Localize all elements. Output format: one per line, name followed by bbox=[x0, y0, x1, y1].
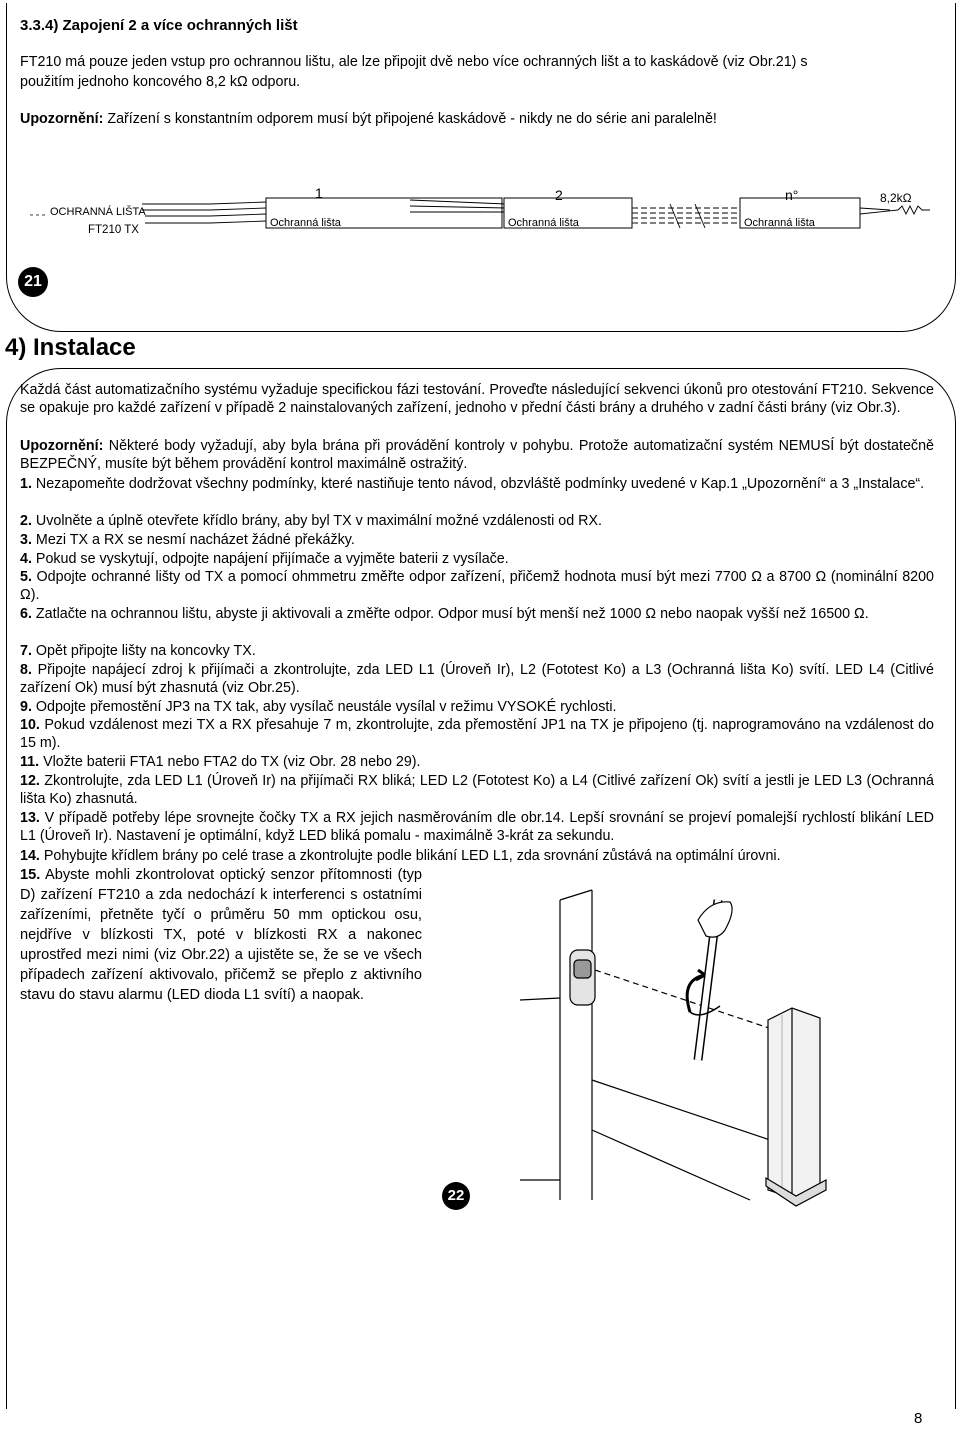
svg-text:Ochranná lišta: Ochranná lišta bbox=[744, 217, 815, 229]
section-title: 3.3.4) Zapojení 2 a více ochranných lišt bbox=[20, 17, 298, 34]
svg-text:Ochranná lišta: Ochranná lišta bbox=[508, 217, 579, 229]
cable-1 bbox=[142, 202, 266, 223]
body-step-5: 5. Odpojte ochranné lišty od TX a pomocí ohmmetru změřte odpor zařízení, přičemž hodnota musí být mezi 7700 Ω a 8700 Ω (nominální 8200 Ω). bbox=[20, 569, 934, 604]
cable-dashed bbox=[632, 204, 738, 228]
body-step-12: 12. Zkontrolujte, zda LED L1 (Úroveň Ir) na přijímači RX bliká; LED L2 (Fototest Ko) a L4 (Citlivé zařízení Ok) svítí a jestli je LED L3 (Ochranná lišta Ko) zhasnutá. bbox=[20, 773, 934, 808]
svg-text:Ochranná lišta: Ochranná lišta bbox=[270, 217, 341, 229]
body-step-6: 6. Zatlačte na ochrannou lištu, abyste ji aktivovali a změřte odpor. Odpor musí být menší než 1000 Ω nebo naopak vyšší než 16500 Ω. bbox=[20, 606, 869, 622]
svg-text:1: 1 bbox=[315, 185, 323, 201]
body-step-1: 1. Nezapomeňte dodržovat všechny podmínky, které nastiňuje tento návod, obzvláště podmínky uvedené v Kap.1 „Upozornění“ a 3 „Instalace“. bbox=[20, 476, 925, 492]
body-step-13: 13. V případě potřeby lépe srovnejte čočky TX a RX jejich nasměrováním dle obr.14. Lepší srovnání se projeví pomalejší rychlostí blikání LED L1 (Úroveň Ir). Nastavení je optimální, když LED bliká pomalu - maximálně 3-krát za sekundu. bbox=[20, 810, 934, 845]
svg-text:n°: n° bbox=[785, 187, 799, 203]
body-step-7: 7. Opět připojte lišty na koncovky TX. bbox=[20, 643, 256, 659]
figure-21-badge: 21 bbox=[18, 267, 48, 297]
figure-22-illustration bbox=[520, 880, 880, 1220]
intro-line-2: použitím jednoho koncového 8,2 kΩ odporu. bbox=[20, 74, 301, 90]
body-step-8: 8. Připojte napájecí zdroj k přijímači a zkontrolujte, zda LED L1 (Úroveň Ir), L2 (Fototest Ko) a L3 (Ochranná lišta Ko) svítí. LED L4 (Citlivé zařízení Ok) musí být zhasnutá (viz Obr.25). bbox=[20, 662, 934, 697]
figure-22-badge: 22 bbox=[442, 1182, 470, 1210]
body-step-11: 11. Vložte baterii FTA1 nebo FTA2 do TX (viz Obr. 28 nebo 29). bbox=[20, 754, 421, 770]
body-step-4: 4. Pokud se vyskytují, odpojte napájení přijímače a vyjměte baterii z vysílače. bbox=[20, 551, 509, 567]
resistor-label: 8,2kΩ bbox=[880, 191, 912, 205]
warning-1-label: Upozornění: bbox=[20, 111, 104, 127]
warning-1-text: Zařízení s konstantním odporem musí být připojené kaskádově - nikdy ne do série ani paralelně! bbox=[103, 111, 717, 127]
page-number: 8 bbox=[914, 1410, 923, 1427]
safety-edge-2 bbox=[504, 187, 632, 229]
body-step-9: 9. Odpojte přemostění JP3 na TX tak, aby vysílač neustále vysílal v režimu VYSOKÉ rychlosti. bbox=[20, 699, 617, 715]
body-step-10: 10. Pokud vzdálenost mezi TX a RX přesahuje 7 m, zkontrolujte, zda přemostění JP1 na TX je připojeno (tj. naprogramováno na vzdálenost do 15 m). bbox=[20, 717, 934, 752]
body-para-0: Každá část automatizačního systému vyžaduje specifickou fázi testování. Proveďte následující sekvenci úkonů pro otestování FT210. Sekvence se opakuje pro každé zařízení v případě 2 nainstalovaných zařízení, jednoho v přední části brány a druhého v zadní části brány (viz Obr.3). bbox=[20, 382, 934, 417]
body-step-3: 3. Mezi TX a RX se nesmí nacházet žádné překážky. bbox=[20, 532, 355, 548]
safety-edge-diagram bbox=[30, 180, 930, 250]
svg-text:2: 2 bbox=[555, 187, 563, 203]
warning-1 bbox=[20, 110, 717, 129]
resistor-cable bbox=[860, 206, 930, 214]
body-warning: Upozornění: Některé body vyžadují, aby byla brána při provádění kontroly v pohybu. Protože automatizační systém NEMUSÍ být dostatečně BEZPEČNÝ, musíte být během provádění kontrol maximálně ostražitý. bbox=[20, 438, 934, 473]
body-step-15: 15. Abyste mohli zkontrolovat optický senzor přítomnosti (typ D) zařízení FT210 a zda nedochází k interferenci s ostatními zařízeními, přetněte tyčí o průměru 50 mm optickou osu, nejdříve v blízkosti TX, poté v blízkosti RX a nakonec uprostřed mezi nimi (viz Obr.22) a ujistěte se, že se ve všech případech zařízení aktivovalo, přičemž se přeplo z aktivního stavu do stavu alarmu (LED dioda L1 svítí) a naopak. bbox=[20, 867, 422, 1003]
body-step-2: 2. Uvolněte a úplně otevřete křídlo brány, aby byl TX v maximální možné vzdálenosti od RX. bbox=[20, 513, 602, 529]
safety-edge-n bbox=[740, 187, 860, 229]
diagram-label-top: OCHRANNÁ LIŠTA bbox=[50, 206, 146, 218]
intro-line-1: FT210 má pouze jeden vstup pro ochrannou lištu, ale lze připojit dvě nebo více ochranných lišt a to kaskádově (viz Obr.21) s bbox=[20, 54, 808, 70]
diagram-label-bottom: FT210 TX bbox=[88, 224, 139, 236]
body-step-14: 14. Pohybujte křídlem brány po celé trase a zkontrolujte podle blikání LED L1, zda srovnání zůstává na optimální úrovni. bbox=[20, 848, 781, 864]
installation-heading: 4) Instalace bbox=[5, 334, 136, 361]
